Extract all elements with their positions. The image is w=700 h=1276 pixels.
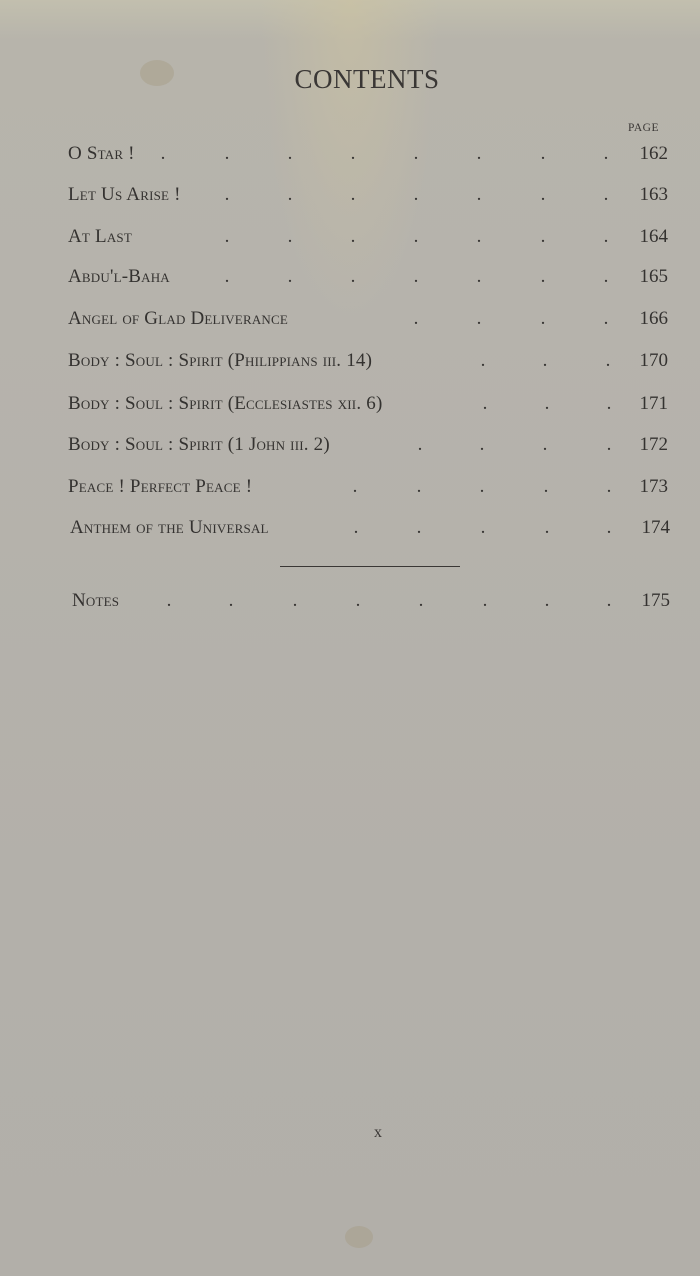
leader-dot: . [476,143,482,164]
leader-dot: . [350,184,356,205]
leader-dot: . [544,590,550,611]
leader-dot: . [603,184,609,205]
toc-entry-notes [72,590,672,616]
leader-dot: . [543,476,549,497]
leader-dot: . [413,308,419,329]
leader-dot: . [606,476,612,497]
leader-dot: . [287,143,293,164]
leader-dot: . [606,590,612,611]
leader-dot: . [418,590,424,611]
leader-dot: . [479,434,485,455]
toc-entry-title: O Star ! [68,143,135,164]
toc-entry-title: Angel of Glad Deliverance [68,308,289,329]
leader-dot: . [603,226,609,247]
toc-entry-title: Peace ! Perfect Peace ! [68,476,253,497]
leader-dot: . [292,590,298,611]
leader-dot: . [606,434,612,455]
leader-dot: . [228,590,234,611]
leader-dot: . [166,590,172,611]
leader-dot: . [413,184,419,205]
leader-dot: . [416,517,422,538]
leader-dot: . [287,226,293,247]
leader-dot: . [287,184,293,205]
leader-dot: . [480,350,486,371]
toc-entry-page: 163 [639,184,668,205]
leader-dot: . [540,266,546,287]
toc-entry-title: Body : Soul : Spirit (Philippians iii. 14) [68,350,373,371]
leader-dot: . [542,350,548,371]
section-divider [280,566,460,567]
page-folio: x [374,1124,382,1141]
leader-dot: . [224,184,230,205]
toc-entry-title: Let Us Arise ! [68,184,181,205]
leader-dot: . [480,517,486,538]
leader-dot: . [606,517,612,538]
leader-dot: . [540,184,546,205]
leader-dot: . [544,517,550,538]
toc-entry-title: Body : Soul : Spirit (Ecclesiastes xii. 6) [68,393,383,414]
leader-dot: . [476,226,482,247]
toc-entry [68,184,668,210]
leader-dot: . [605,350,611,371]
leader-dot: . [482,393,488,414]
leader-dot: . [416,476,422,497]
leader-dot: . [413,266,419,287]
toc-entry [68,393,668,419]
leader-dot: . [224,226,230,247]
page-column-label: PAGE [628,122,659,134]
leader-dot: . [350,266,356,287]
leader-dot: . [350,143,356,164]
toc-entry-page: 165 [639,266,668,287]
toc-entry-title: At Last [68,226,132,247]
toc-entry [68,434,668,460]
leader-dot: . [540,143,546,164]
leader-dot: . [287,266,293,287]
toc-entry-page: 172 [639,434,668,455]
toc-entry [68,476,668,502]
toc-entry [68,350,668,376]
leader-dot: . [476,184,482,205]
leader-dot: . [544,393,550,414]
toc-entry [70,517,670,543]
leader-dot: . [352,476,358,497]
leader-dot: . [355,590,361,611]
toc-entry [68,143,668,169]
paper-stain [345,1226,373,1248]
leader-dot: . [160,143,166,164]
toc-entry-page: 162 [639,143,668,164]
toc-entry-title: Anthem of the Universal [70,517,269,538]
toc-entry-title: Body : Soul : Spirit (1 John iii. 2) [68,434,330,455]
leader-dot: . [606,393,612,414]
leader-dot: . [540,226,546,247]
leader-dot: . [350,226,356,247]
toc-entry-page: 171 [639,393,668,414]
toc-entry-page: 174 [641,517,670,538]
leader-dot: . [353,517,359,538]
toc-entry-page: 166 [639,308,668,329]
leader-dot: . [482,590,488,611]
leader-dot: . [476,308,482,329]
toc-entry [68,226,668,252]
leader-dot: . [224,266,230,287]
leader-dot: . [479,476,485,497]
toc-entry [68,266,668,292]
leader-dot: . [603,266,609,287]
leader-dot: . [413,226,419,247]
leader-dot: . [413,143,419,164]
leader-dot: . [540,308,546,329]
toc-entry-page: 173 [639,476,668,497]
leader-dot: . [417,434,423,455]
leader-dot: . [542,434,548,455]
toc-entry-title: Abdu'l-Baha [68,266,170,287]
toc-entry-page: 175 [641,590,670,611]
toc-entry-page: 170 [639,350,668,371]
toc-entry [68,308,668,334]
leader-dot: . [603,308,609,329]
leader-dot: . [224,143,230,164]
leader-dot: . [476,266,482,287]
toc-entry-page: 164 [639,226,668,247]
leader-dot: . [603,143,609,164]
toc-entry-title: Notes [72,590,120,611]
page-title: CONTENTS [294,64,440,94]
